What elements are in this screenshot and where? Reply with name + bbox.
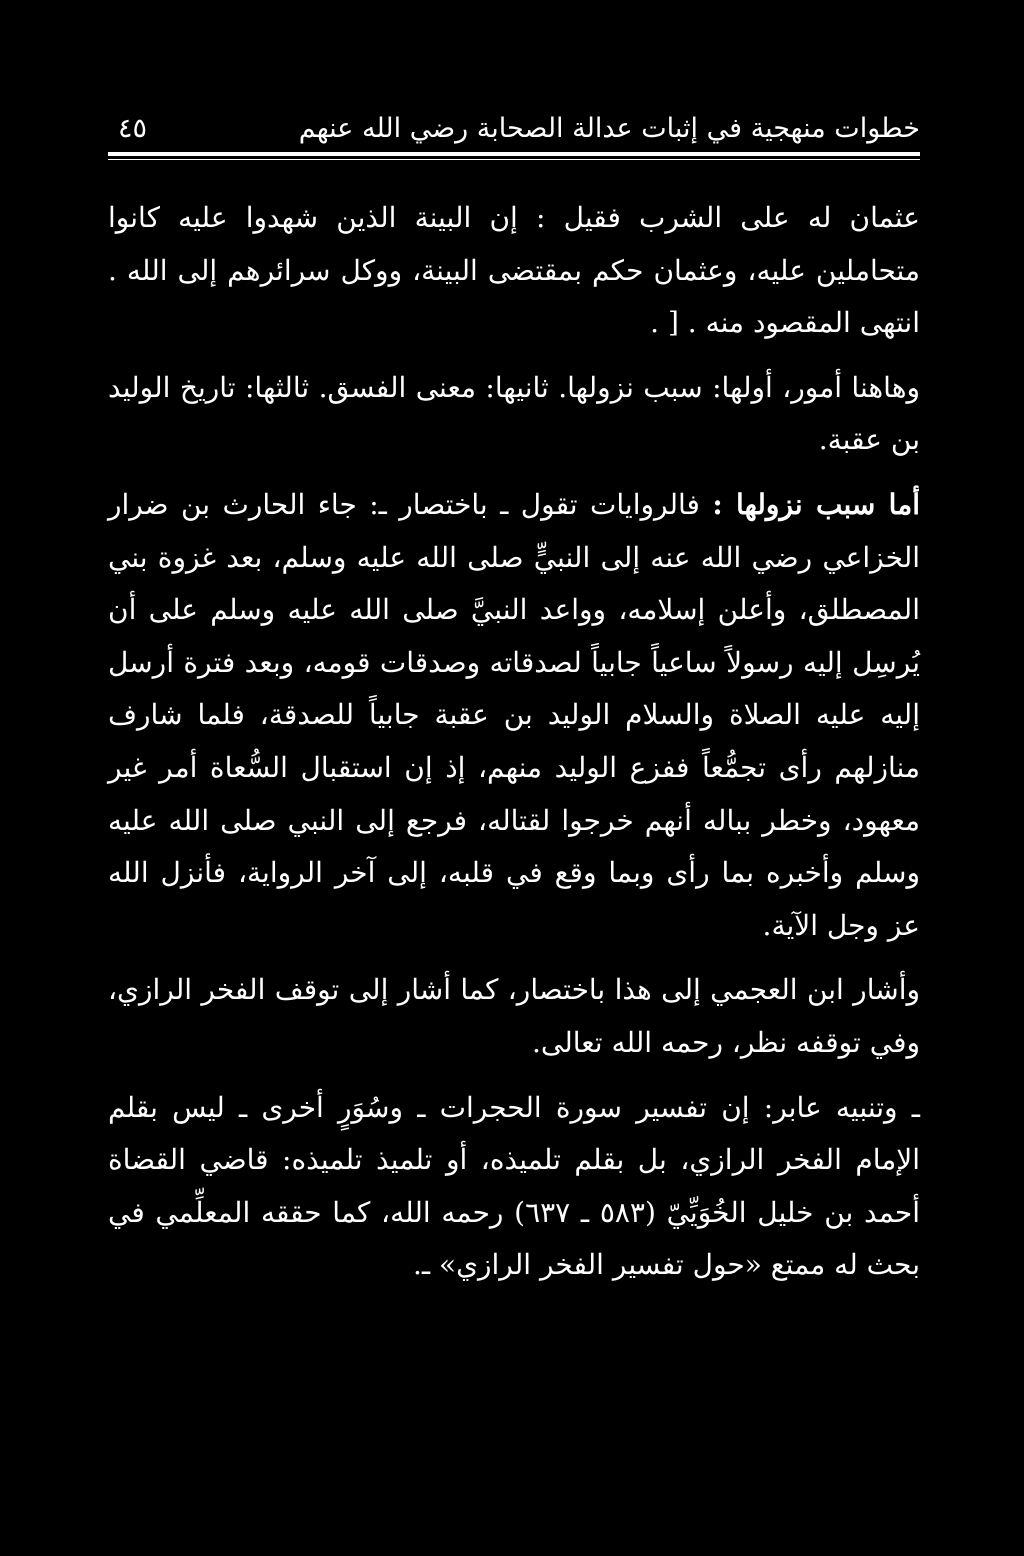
book-page xyxy=(108,100,920,1520)
body-text xyxy=(108,192,920,1292)
running-title: خطوات منهجية في إثبات عدالة الصحابة رضي الله عنهم xyxy=(298,113,920,144)
paragraph-4: وأشار ابن العجمي إلى هذا باختصار، كما أشار إلى توقف الفخر الرازي، وفي توقفه نظر، رحمه الله تعالى. xyxy=(108,973,920,1059)
header-rule-thin xyxy=(108,159,920,160)
paragraph-3-lead: أما سبب نزولها : xyxy=(712,487,920,521)
paragraph-1: عثمان له على الشرب فقيل : إن البينة الذين شهدوا عليه كانوا متحاملين عليه، وعثمان حكم بمقتضى البينة، ووكل سرائرهم إلى الله . انتهى المقصود منه . [ . xyxy=(108,201,920,340)
header-rule-thick xyxy=(108,152,920,156)
paragraph-3-body: فالروايات تقول ـ باختصار ـ: جاء الحارث بن ضرار الخزاعي رضي الله عنه إلى النبيٍّ صلى الله عليه وسلم، بعد غزوة بني المصطلق، وأعلن إسلامه، وواعد النبيَّ صلى الله عليه وسلم على أن يُرسِل إليه رسولاً ساعياً جابياً لصدقاته وصدقات قومه، وبعد فترة أرسل إليه عليه الصلاة والسلام الوليد بن عقبة جابياً للصدقة، فلما شارف منازلهم رأى تجمُّعاً ففزع الوليد منهم، إذ إن استقبال السُّعاة أمر غير معهود، وخطر بباله أنهم خرجوا لقتاله، فرجع إلى النبي صلى الله عليه وسلم وأخبره بما رأى وبما وقع في قلبه، إلى آخر الرواية، فأنزل الله عز وجل الآية. xyxy=(108,487,920,942)
paragraph-2: وهاهنا أمور، أولها: سبب نزولها. ثانيها: معنى الفسق. ثالثها: تاريخ الوليد بن عقبة. xyxy=(108,370,920,457)
paragraph-5: ـ وتنبيه عابر: إن تفسير سورة الحجرات ـ وسُوَرٍ أخرى ـ ليس بقلم الإمام الفخر الرازي، بل بقلم تلميذه، أو تلميذ تلميذه: قاضي القضاة أحمد بن خليل الخُوَيِّيّ (٥٨٣ ـ ٦٣٧) رحمه الله، كما حققه المعلِّمي في بحث له ممتع «حول تفسير الفخر الرازي» ـ. xyxy=(108,1090,920,1282)
running-header xyxy=(108,100,920,152)
paragraph-3 xyxy=(108,479,920,952)
page-number: ٤٥ xyxy=(118,113,148,144)
